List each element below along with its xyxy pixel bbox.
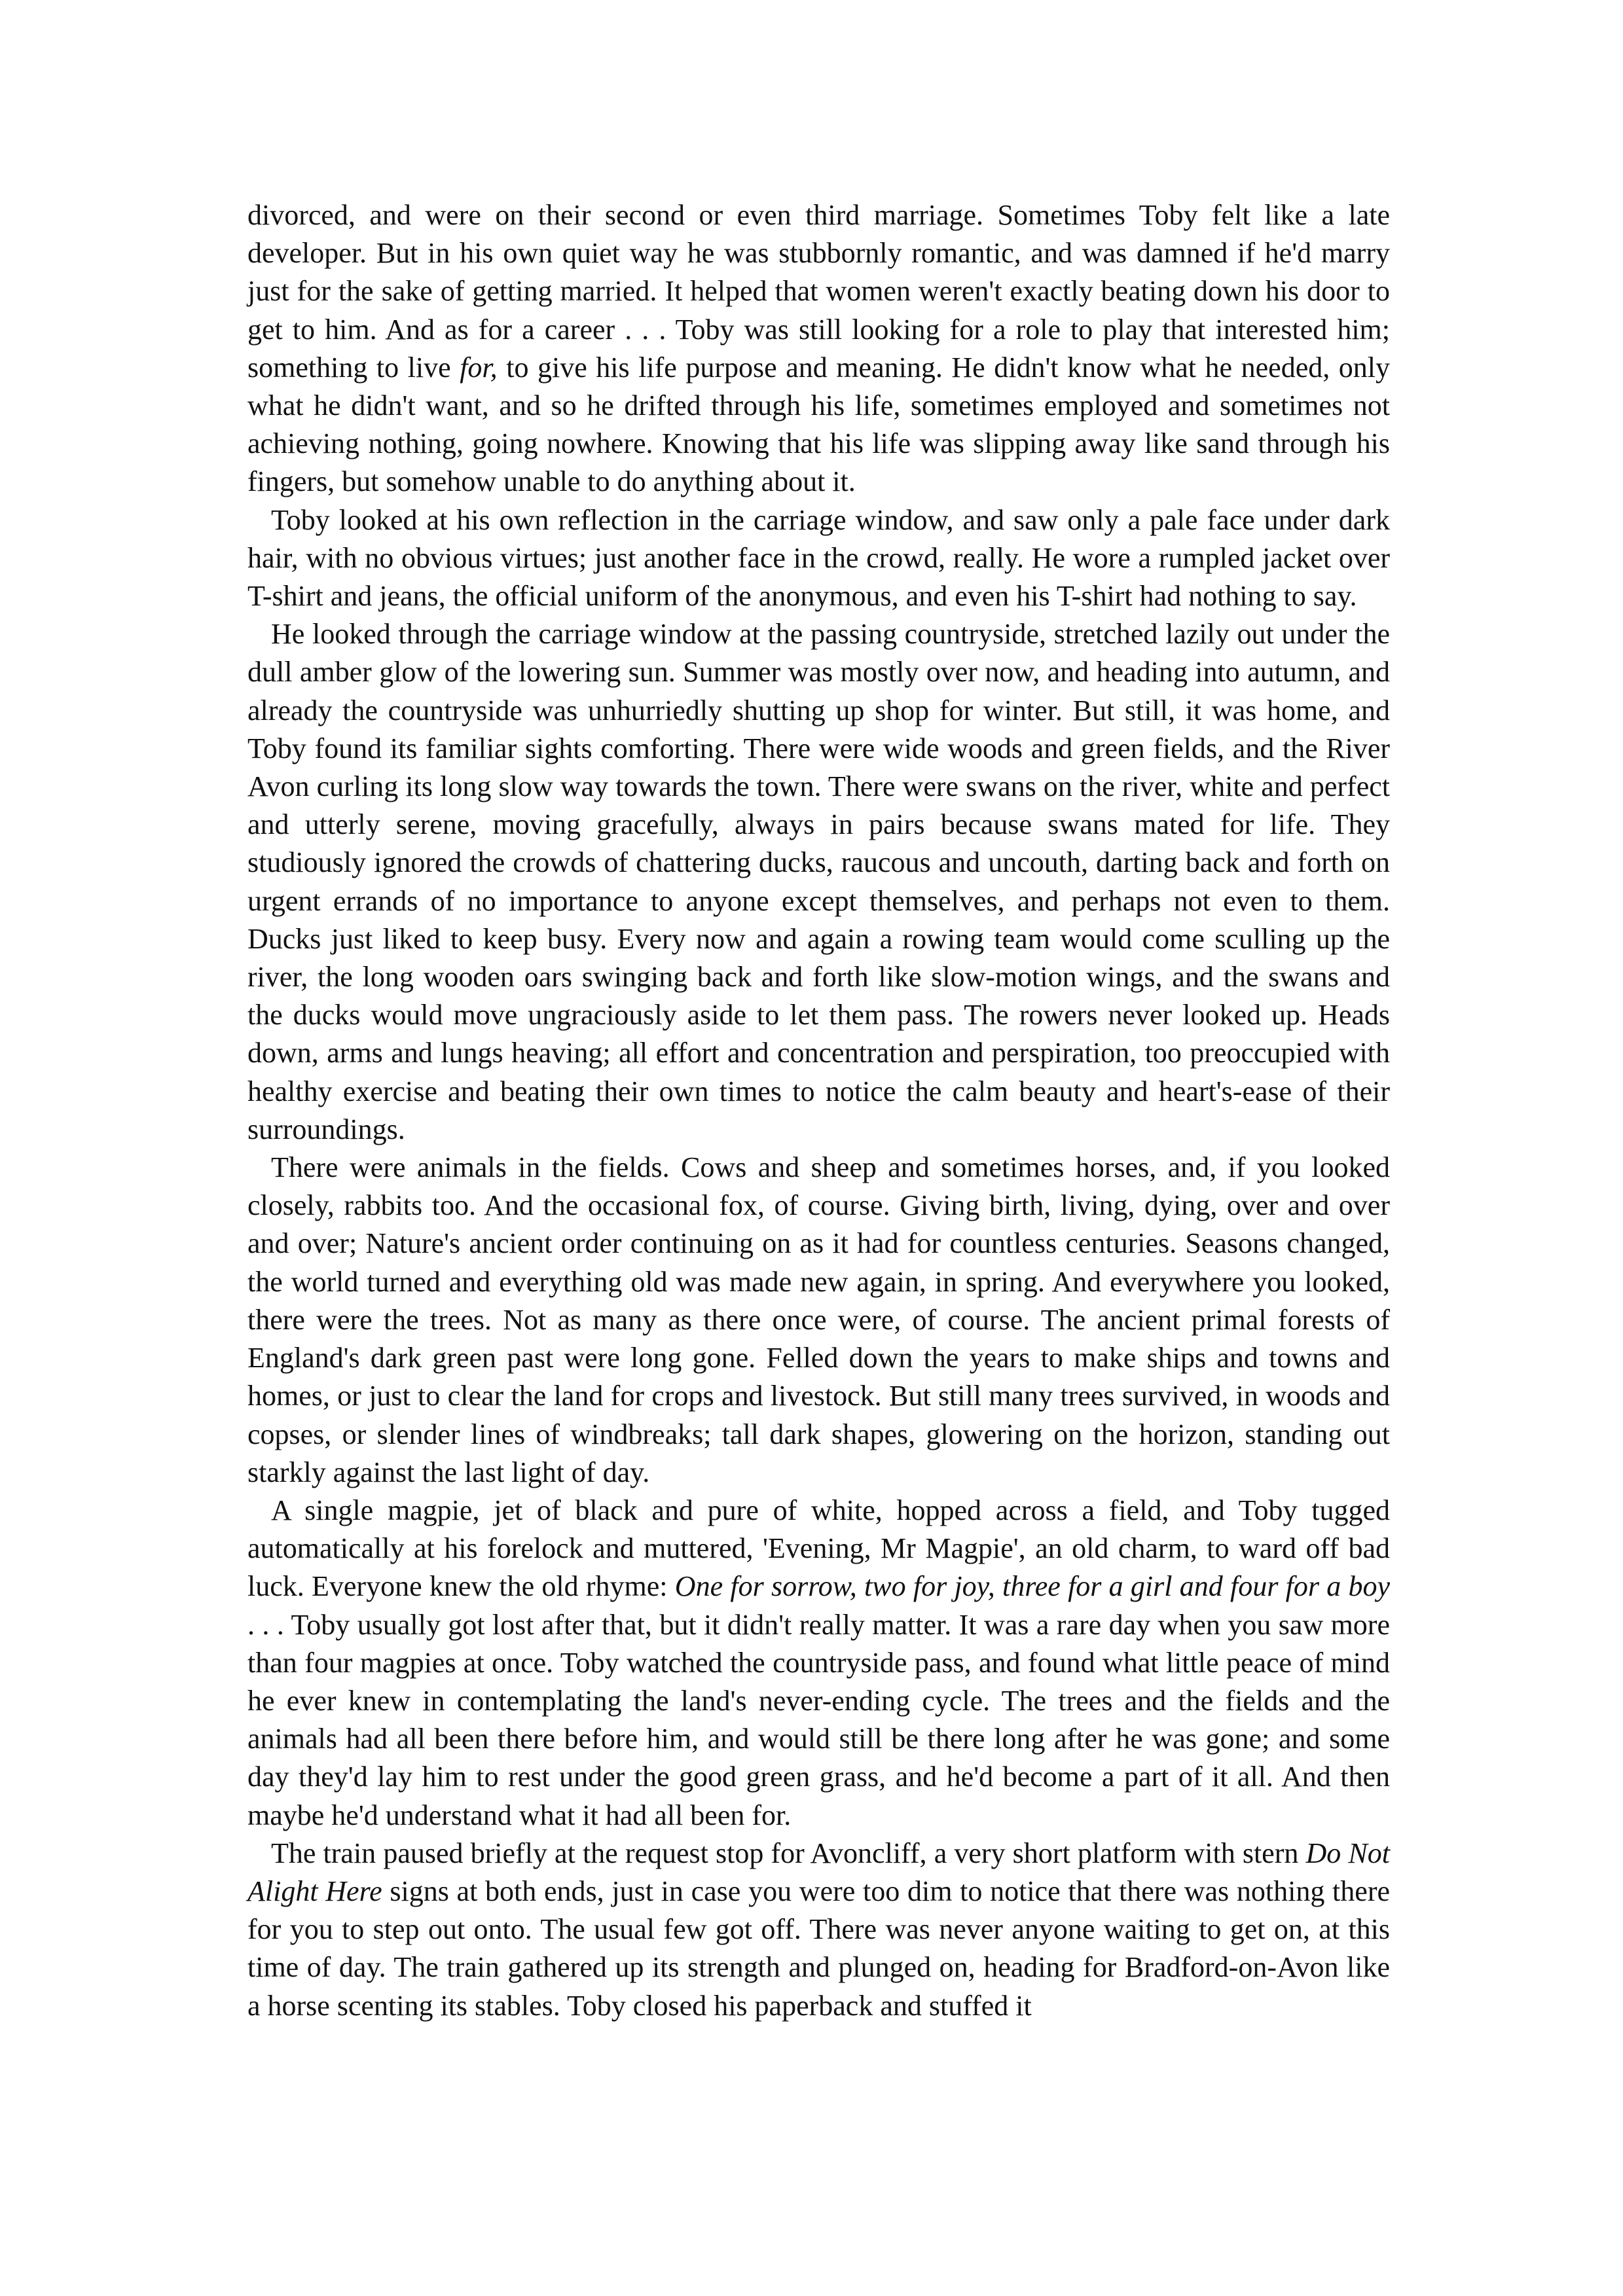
text-run: divorced, and were on their second or even third marriage. Sometimes Toby felt like a late developer. But in his own quiet way he was stubbornly romantic, and was damned if he'd marry just for the sake of getting married. It helped that women weren't exactly beating down his door to get to him. And as for a career . . . Toby was still looking for a role to play that interested him; something to live [247,199,1390,384]
text-run: A single magpie, jet of black and pure of white, hopped across a field, and Toby tugged automatically at his forelock and muttered, 'Evening, Mr Magpie', an old charm, to ward off bad luck. Everyone knew the old rhyme: [247,1494,1390,1603]
text-run: The train paused briefly at the request stop for Avoncliff, a very short platform with stern [271,1837,1306,1869]
paragraph-3 [247,615,1390,1149]
paragraph-2 [247,501,1390,616]
paragraph-1 [247,196,1390,501]
paragraph-6 [247,1835,1390,2025]
text-run: to give his life purpose and meaning. He didn't know what he needed, only what he didn't want, and so he drifted through his life, sometimes employed and sometimes not achieving nothing, going nowhere. Knowing that his life was slipping away like sand through his fingers, but somehow unable to do anything about it. [247,351,1390,498]
italic-run: One for sorrow, two for joy, three for a girl and four for a boy [674,1570,1390,1603]
italic-run: Do Not Alight Here [247,1837,1390,1907]
body-text [247,196,1390,2025]
paragraph-4 [247,1149,1390,1492]
paragraph-5 [247,1492,1390,1835]
text-run: Toby looked at his own reflection in the carriage window, and saw only a pale face under dark hair, with no obvious virtues; just another face in the crowd, really. He wore a rumpled jacket over T-shirt and jeans, the official uniform of the anonymous, and even his T-shirt had nothing to say. [247,503,1390,613]
italic-run: for, [460,351,498,384]
text-run: . . . Toby usually got lost after that, but it didn't really matter. It was a rare day when you saw more than four magpies at once. Toby watched the countryside pass, and found what little peace of mind he ever knew in contemplating the land's never-ending cycle. The trees and the fields and the animals had all been there before him, and would still be there long after he was gone; and some day they'd lay him to rest under the good green grass, and he'd become a part of it all. And then maybe he'd understand what it had all been for. [247,1608,1390,1831]
text-run: signs at both ends, just in case you were too dim to notice that there was nothing there for you to step out onto. The usual few got off. There was never anyone waiting to get on, at this time of day. The train gathered up its strength and plunged on, heading for Bradford-on-Avon like a horse scenting its stables. Toby closed his paperback and stuffed it [247,1874,1390,2022]
text-run: There were animals in the fields. Cows and sheep and sometimes horses, and, if you looked closely, rabbits too. And the occasional fox, of course. Giving birth, living, dying, over and over and over; Nature's ancient order continuing on as it had for countless centuries. Seasons changed, the world turned and everything old was made new again, in spring. And everywhere you looked, there were the trees. Not as many as there once were, of course. The ancient primal forests of England's dark green past were long gone. Felled down the years to make ships and towns and homes, or just to clear the land for crops and livestock. But still many trees survived, in woods and copses, or slender lines of windbreaks; tall dark shapes, glowering on the horizon, standing out starkly against the last light of day. [247,1151,1390,1488]
text-run: He looked through the carriage window at the passing countryside, stretched lazily out under the dull amber glow of the lowering sun. Summer was mostly over now, and heading into autumn, and already the countryside was unhurriedly shutting up shop for winter. But still, it was home, and Toby found its familiar sights comforting. There were wide woods and green fields, and the River Avon curling its long slow way towards the town. There were swans on the river, white and perfect and utterly serene, moving gracefully, always in pairs because swans mated for life. They studiously ignored the crowds of chattering ducks, raucous and uncouth, darting back and forth on urgent errands of no importance to anyone except themselves, and perhaps not even to them. Ducks just liked to keep busy. Every now and again a rowing team would come sculling up the river, the long wooden oars swinging back and forth like slow-motion wings, and the swans and the ducks would move ungraciously aside to let them pass. The rowers never looked up. Heads down, arms and lungs heaving; all effort and concentration and perspiration, too preoccupied with healthy exercise and beating their own times to notice the calm beauty and heart's-ease of their surroundings. [247,618,1390,1145]
